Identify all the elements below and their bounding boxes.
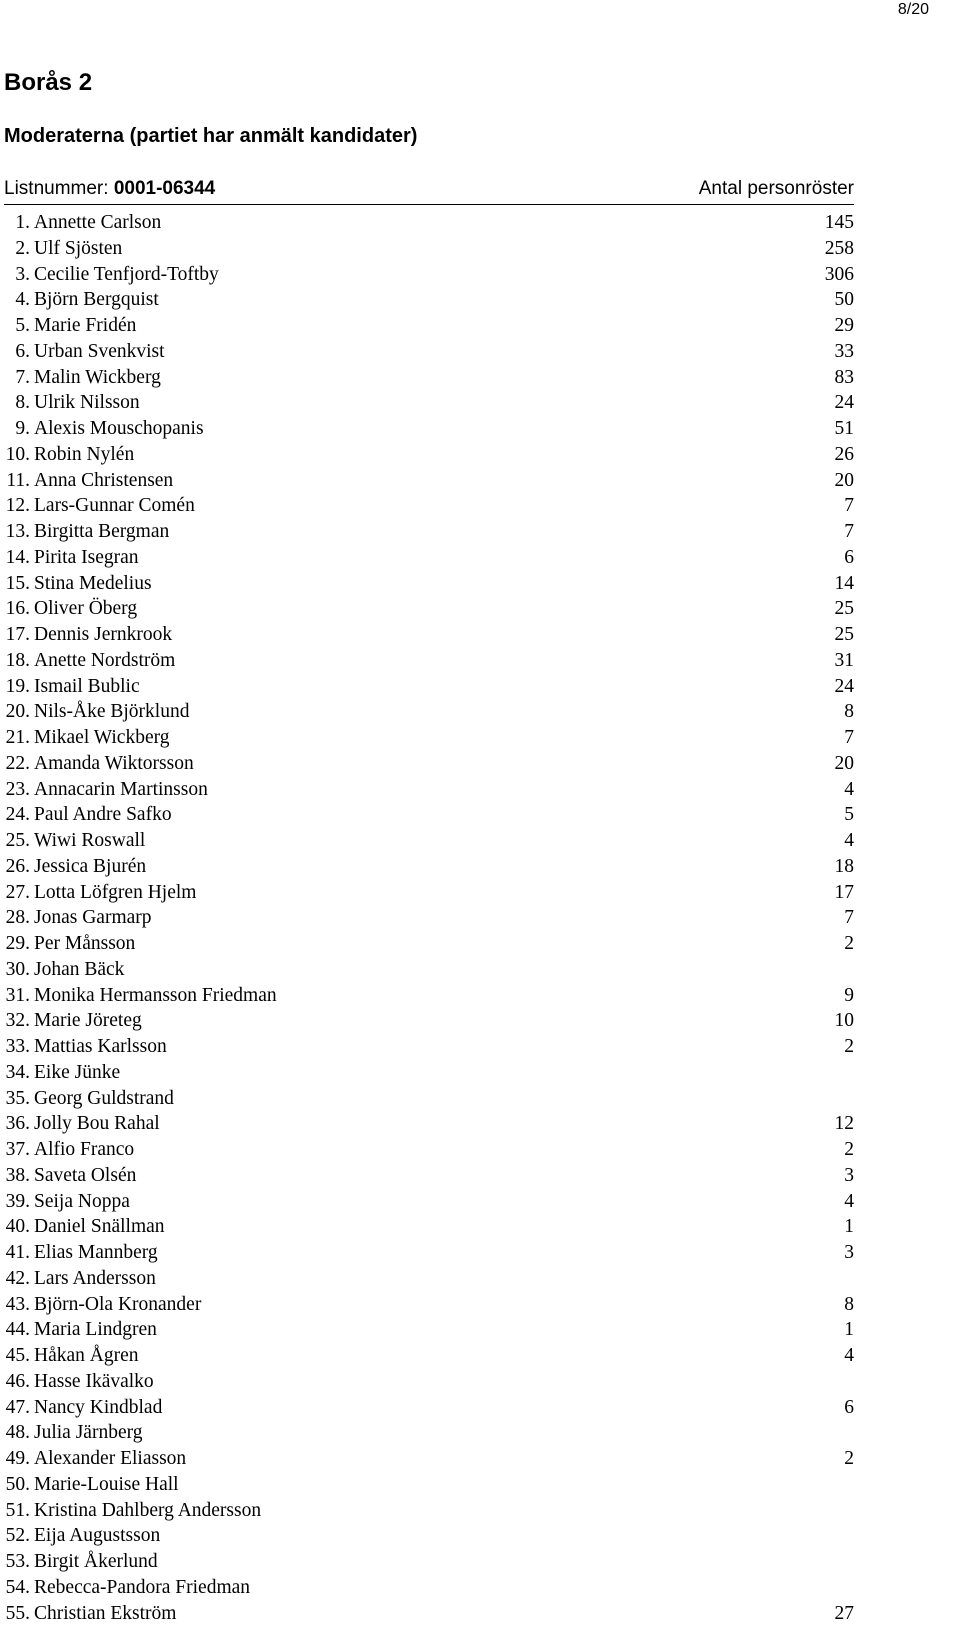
candidate-position: 49. — [4, 1447, 30, 1471]
candidate-position: 27. — [4, 881, 30, 905]
candidate-name: Lars-Gunnar Comén — [34, 494, 195, 518]
candidate-name: Lars Andersson — [34, 1267, 156, 1291]
candidate-position: 35. — [4, 1087, 30, 1111]
candidate-votes: 26 — [835, 443, 855, 467]
candidate-name: Jessica Bjurén — [34, 855, 146, 879]
candidate-row — [4, 1550, 854, 1576]
candidate-position: 25. — [4, 829, 30, 853]
candidate-name: Jonas Garmarp — [34, 906, 152, 930]
candidate-votes: 27 — [835, 1602, 855, 1626]
candidate-votes: 7 — [844, 520, 854, 544]
candidate-votes: 6 — [844, 1396, 854, 1420]
candidate-row — [4, 1138, 854, 1164]
candidate-votes: 25 — [835, 597, 855, 621]
candidate-row — [4, 263, 854, 289]
candidate-votes: 6 — [844, 546, 854, 570]
candidate-votes: 25 — [835, 623, 855, 647]
candidate-position: 6. — [4, 340, 30, 364]
candidate-votes: 258 — [825, 237, 854, 261]
candidate-votes: 2 — [844, 1138, 854, 1162]
candidate-row — [4, 984, 854, 1010]
candidate-position: 1. — [4, 211, 30, 235]
candidate-name: Marie-Louise Hall — [34, 1473, 179, 1497]
candidate-row — [4, 1473, 854, 1499]
candidate-row — [4, 1344, 854, 1370]
candidate-name: Dennis Jernkrook — [34, 623, 172, 647]
candidate-row — [4, 1293, 854, 1319]
candidate-row — [4, 1035, 854, 1061]
candidate-row — [4, 546, 854, 572]
candidate-position: 20. — [4, 700, 30, 724]
candidate-row — [4, 932, 854, 958]
candidate-votes: 4 — [844, 1344, 854, 1368]
candidate-row — [4, 211, 854, 237]
candidate-row — [4, 443, 854, 469]
candidate-row — [4, 1061, 854, 1087]
candidate-position: 42. — [4, 1267, 30, 1291]
candidate-position: 3. — [4, 263, 30, 287]
candidate-name: Rebecca-Pandora Friedman — [34, 1576, 250, 1600]
list-number-group — [4, 176, 215, 202]
candidate-votes: 9 — [844, 984, 854, 1008]
candidate-votes: 2 — [844, 1035, 854, 1059]
candidate-votes: 31 — [835, 649, 855, 673]
candidate-position: 19. — [4, 675, 30, 699]
candidate-name: Alexis Mouschopanis — [34, 417, 204, 441]
candidate-position: 13. — [4, 520, 30, 544]
candidate-name: Stina Medelius — [34, 572, 152, 596]
candidate-votes: 7 — [844, 906, 854, 930]
candidate-position: 21. — [4, 726, 30, 750]
candidate-name: Anna Christensen — [34, 469, 173, 493]
candidate-row — [4, 1396, 854, 1422]
candidate-name: Seija Noppa — [34, 1190, 130, 1214]
candidate-name: Birgit Åkerlund — [34, 1550, 158, 1574]
candidate-position: 14. — [4, 546, 30, 570]
candidate-name: Mikael Wickberg — [34, 726, 170, 750]
candidate-name: Malin Wickberg — [34, 366, 161, 390]
candidate-position: 10. — [4, 443, 30, 467]
candidate-name: Per Månsson — [34, 932, 135, 956]
candidate-name: Birgitta Bergman — [34, 520, 169, 544]
candidate-name: Marie Jöreteg — [34, 1009, 142, 1033]
candidate-votes: 83 — [835, 366, 855, 390]
candidate-position: 31. — [4, 984, 30, 1008]
candidate-row — [4, 1215, 854, 1241]
candidate-row — [4, 1447, 854, 1473]
candidate-row — [4, 520, 854, 546]
candidate-position: 44. — [4, 1318, 30, 1342]
candidate-votes: 51 — [835, 417, 855, 441]
candidate-row — [4, 958, 854, 984]
candidate-row — [4, 1241, 854, 1267]
candidate-name: Monika Hermansson Friedman — [34, 984, 277, 1008]
candidate-row — [4, 623, 854, 649]
candidate-row — [4, 417, 854, 443]
candidate-position: 18. — [4, 649, 30, 673]
candidate-position: 8. — [4, 391, 30, 415]
candidate-position: 15. — [4, 572, 30, 596]
district-title: Borås 2 — [4, 68, 92, 98]
candidate-name: Anette Nordström — [34, 649, 175, 673]
candidate-name: Kristina Dahlberg Andersson — [34, 1499, 261, 1523]
votes-column-header: Antal personröster — [699, 176, 854, 202]
candidate-votes: 29 — [835, 314, 855, 338]
candidate-position: 28. — [4, 906, 30, 930]
candidate-votes: 2 — [844, 1447, 854, 1471]
candidate-row — [4, 700, 854, 726]
candidate-row — [4, 366, 854, 392]
candidate-votes: 306 — [825, 263, 854, 287]
candidate-row — [4, 752, 854, 778]
candidate-name: Robin Nylén — [34, 443, 134, 467]
candidate-position: 22. — [4, 752, 30, 776]
candidate-name: Maria Lindgren — [34, 1318, 157, 1342]
candidate-row — [4, 237, 854, 263]
candidate-position: 38. — [4, 1164, 30, 1188]
list-number-label: Listnummer: — [4, 178, 109, 199]
candidate-position: 29. — [4, 932, 30, 956]
candidate-votes: 7 — [844, 726, 854, 750]
candidate-name: Daniel Snällman — [34, 1215, 165, 1239]
candidate-name: Eike Jünke — [34, 1061, 120, 1085]
candidate-position: 4. — [4, 288, 30, 312]
candidate-position: 12. — [4, 494, 30, 518]
candidate-position: 39. — [4, 1190, 30, 1214]
candidate-row — [4, 494, 854, 520]
candidate-name: Marie Fridén — [34, 314, 136, 338]
candidate-name: Julia Järnberg — [34, 1421, 143, 1445]
candidate-votes: 50 — [835, 288, 855, 312]
candidate-row — [4, 288, 854, 314]
candidate-row — [4, 1009, 854, 1035]
candidate-name: Wiwi Roswall — [34, 829, 145, 853]
candidate-position: 9. — [4, 417, 30, 441]
candidate-name: Björn-Ola Kronander — [34, 1293, 201, 1317]
candidate-position: 43. — [4, 1293, 30, 1317]
candidate-name: Ulf Sjösten — [34, 237, 122, 261]
candidate-position: 34. — [4, 1061, 30, 1085]
candidate-position: 30. — [4, 958, 30, 982]
candidate-name: Hasse Ikävalko — [34, 1370, 154, 1394]
candidate-votes: 1 — [844, 1318, 854, 1342]
candidate-votes: 24 — [835, 391, 855, 415]
candidate-name: Elias Mannberg — [34, 1241, 158, 1265]
party-title: Moderaterna (partiet har anmält kandidater) — [4, 124, 417, 148]
candidate-row — [4, 1421, 854, 1447]
candidate-votes: 10 — [835, 1009, 855, 1033]
candidate-position: 33. — [4, 1035, 30, 1059]
candidate-name: Cecilie Tenfjord-Toftby — [34, 263, 219, 287]
candidate-position: 48. — [4, 1421, 30, 1445]
candidate-votes: 18 — [835, 855, 855, 879]
candidate-row — [4, 314, 854, 340]
candidate-position: 55. — [4, 1602, 30, 1626]
candidate-name: Georg Guldstrand — [34, 1087, 174, 1111]
candidate-votes: 4 — [844, 829, 854, 853]
candidate-position: 41. — [4, 1241, 30, 1265]
candidate-row — [4, 675, 854, 701]
candidate-votes: 2 — [844, 932, 854, 956]
candidate-name: Alfio Franco — [34, 1138, 134, 1162]
candidate-row — [4, 1318, 854, 1344]
candidate-name: Lotta Löfgren Hjelm — [34, 881, 196, 905]
candidate-row — [4, 572, 854, 598]
candidate-position: 32. — [4, 1009, 30, 1033]
candidate-list — [4, 211, 854, 1627]
candidate-name: Christian Ekström — [34, 1602, 176, 1626]
candidate-votes: 17 — [835, 881, 855, 905]
candidate-name: Pirita Isegran — [34, 546, 139, 570]
candidate-position: 5. — [4, 314, 30, 338]
candidate-position: 47. — [4, 1396, 30, 1420]
candidate-name: Mattias Karlsson — [34, 1035, 167, 1059]
candidate-position: 37. — [4, 1138, 30, 1162]
candidate-votes: 5 — [844, 803, 854, 827]
candidate-row — [4, 597, 854, 623]
candidate-name: Paul Andre Safko — [34, 803, 172, 827]
candidate-position: 50. — [4, 1473, 30, 1497]
candidate-name: Björn Bergquist — [34, 288, 159, 312]
candidate-name: Eija Augustsson — [34, 1524, 160, 1548]
candidate-votes: 20 — [835, 469, 855, 493]
page-number: 8/20 — [898, 0, 929, 20]
candidate-row — [4, 1576, 854, 1602]
candidate-row — [4, 340, 854, 366]
candidate-votes: 12 — [835, 1112, 855, 1136]
candidate-votes: 7 — [844, 494, 854, 518]
list-header — [4, 176, 854, 205]
candidate-row — [4, 829, 854, 855]
candidate-position: 36. — [4, 1112, 30, 1136]
candidate-row — [4, 726, 854, 752]
candidate-position: 17. — [4, 623, 30, 647]
candidate-row — [4, 469, 854, 495]
candidate-name: Nils-Åke Björklund — [34, 700, 189, 724]
candidate-row — [4, 1499, 854, 1525]
candidate-row — [4, 1602, 854, 1627]
candidate-position: 23. — [4, 778, 30, 802]
candidate-votes: 1 — [844, 1215, 854, 1239]
candidate-name: Alexander Eliasson — [34, 1447, 186, 1471]
candidate-row — [4, 1267, 854, 1293]
candidate-name: Amanda Wiktorsson — [34, 752, 194, 776]
candidate-name: Ulrik Nilsson — [34, 391, 140, 415]
candidate-row — [4, 855, 854, 881]
candidate-position: 2. — [4, 237, 30, 261]
candidate-position: 51. — [4, 1499, 30, 1523]
candidate-row — [4, 906, 854, 932]
candidate-votes: 8 — [844, 1293, 854, 1317]
candidate-position: 24. — [4, 803, 30, 827]
candidate-row — [4, 1370, 854, 1396]
candidate-position: 16. — [4, 597, 30, 621]
candidate-name: Annette Carlson — [34, 211, 161, 235]
candidate-row — [4, 1524, 854, 1550]
candidate-name: Jolly Bou Rahal — [34, 1112, 160, 1136]
candidate-votes: 20 — [835, 752, 855, 776]
candidate-name: Johan Bäck — [34, 958, 124, 982]
candidate-position: 11. — [4, 469, 30, 493]
candidate-name: Ismail Bublic — [34, 675, 140, 699]
candidate-name: Håkan Ågren — [34, 1344, 139, 1368]
candidate-row — [4, 881, 854, 907]
candidate-name: Saveta Olsén — [34, 1164, 136, 1188]
candidate-votes: 14 — [835, 572, 855, 596]
candidate-votes: 3 — [844, 1164, 854, 1188]
candidate-row — [4, 1190, 854, 1216]
candidate-name: Annacarin Martinsson — [34, 778, 208, 802]
candidate-votes: 8 — [844, 700, 854, 724]
candidate-row — [4, 1164, 854, 1190]
candidate-row — [4, 803, 854, 829]
candidate-position: 40. — [4, 1215, 30, 1239]
candidate-row — [4, 1112, 854, 1138]
candidate-position: 45. — [4, 1344, 30, 1368]
candidate-position: 26. — [4, 855, 30, 879]
candidate-position: 7. — [4, 366, 30, 390]
candidate-row — [4, 1087, 854, 1113]
candidate-row — [4, 778, 854, 804]
candidate-name: Urban Svenkvist — [34, 340, 165, 364]
candidate-votes: 24 — [835, 675, 855, 699]
candidate-votes: 4 — [844, 1190, 854, 1214]
candidate-position: 46. — [4, 1370, 30, 1394]
candidate-votes: 145 — [825, 211, 854, 235]
candidate-votes: 33 — [835, 340, 855, 364]
candidate-position: 52. — [4, 1524, 30, 1548]
candidate-name: Nancy Kindblad — [34, 1396, 162, 1420]
candidate-position: 53. — [4, 1550, 30, 1574]
candidate-name: Oliver Öberg — [34, 597, 137, 621]
candidate-row — [4, 391, 854, 417]
candidate-row — [4, 649, 854, 675]
candidate-votes: 4 — [844, 778, 854, 802]
candidate-position: 54. — [4, 1576, 30, 1600]
list-number-value: 0001-06344 — [114, 178, 215, 199]
candidate-votes: 3 — [844, 1241, 854, 1265]
